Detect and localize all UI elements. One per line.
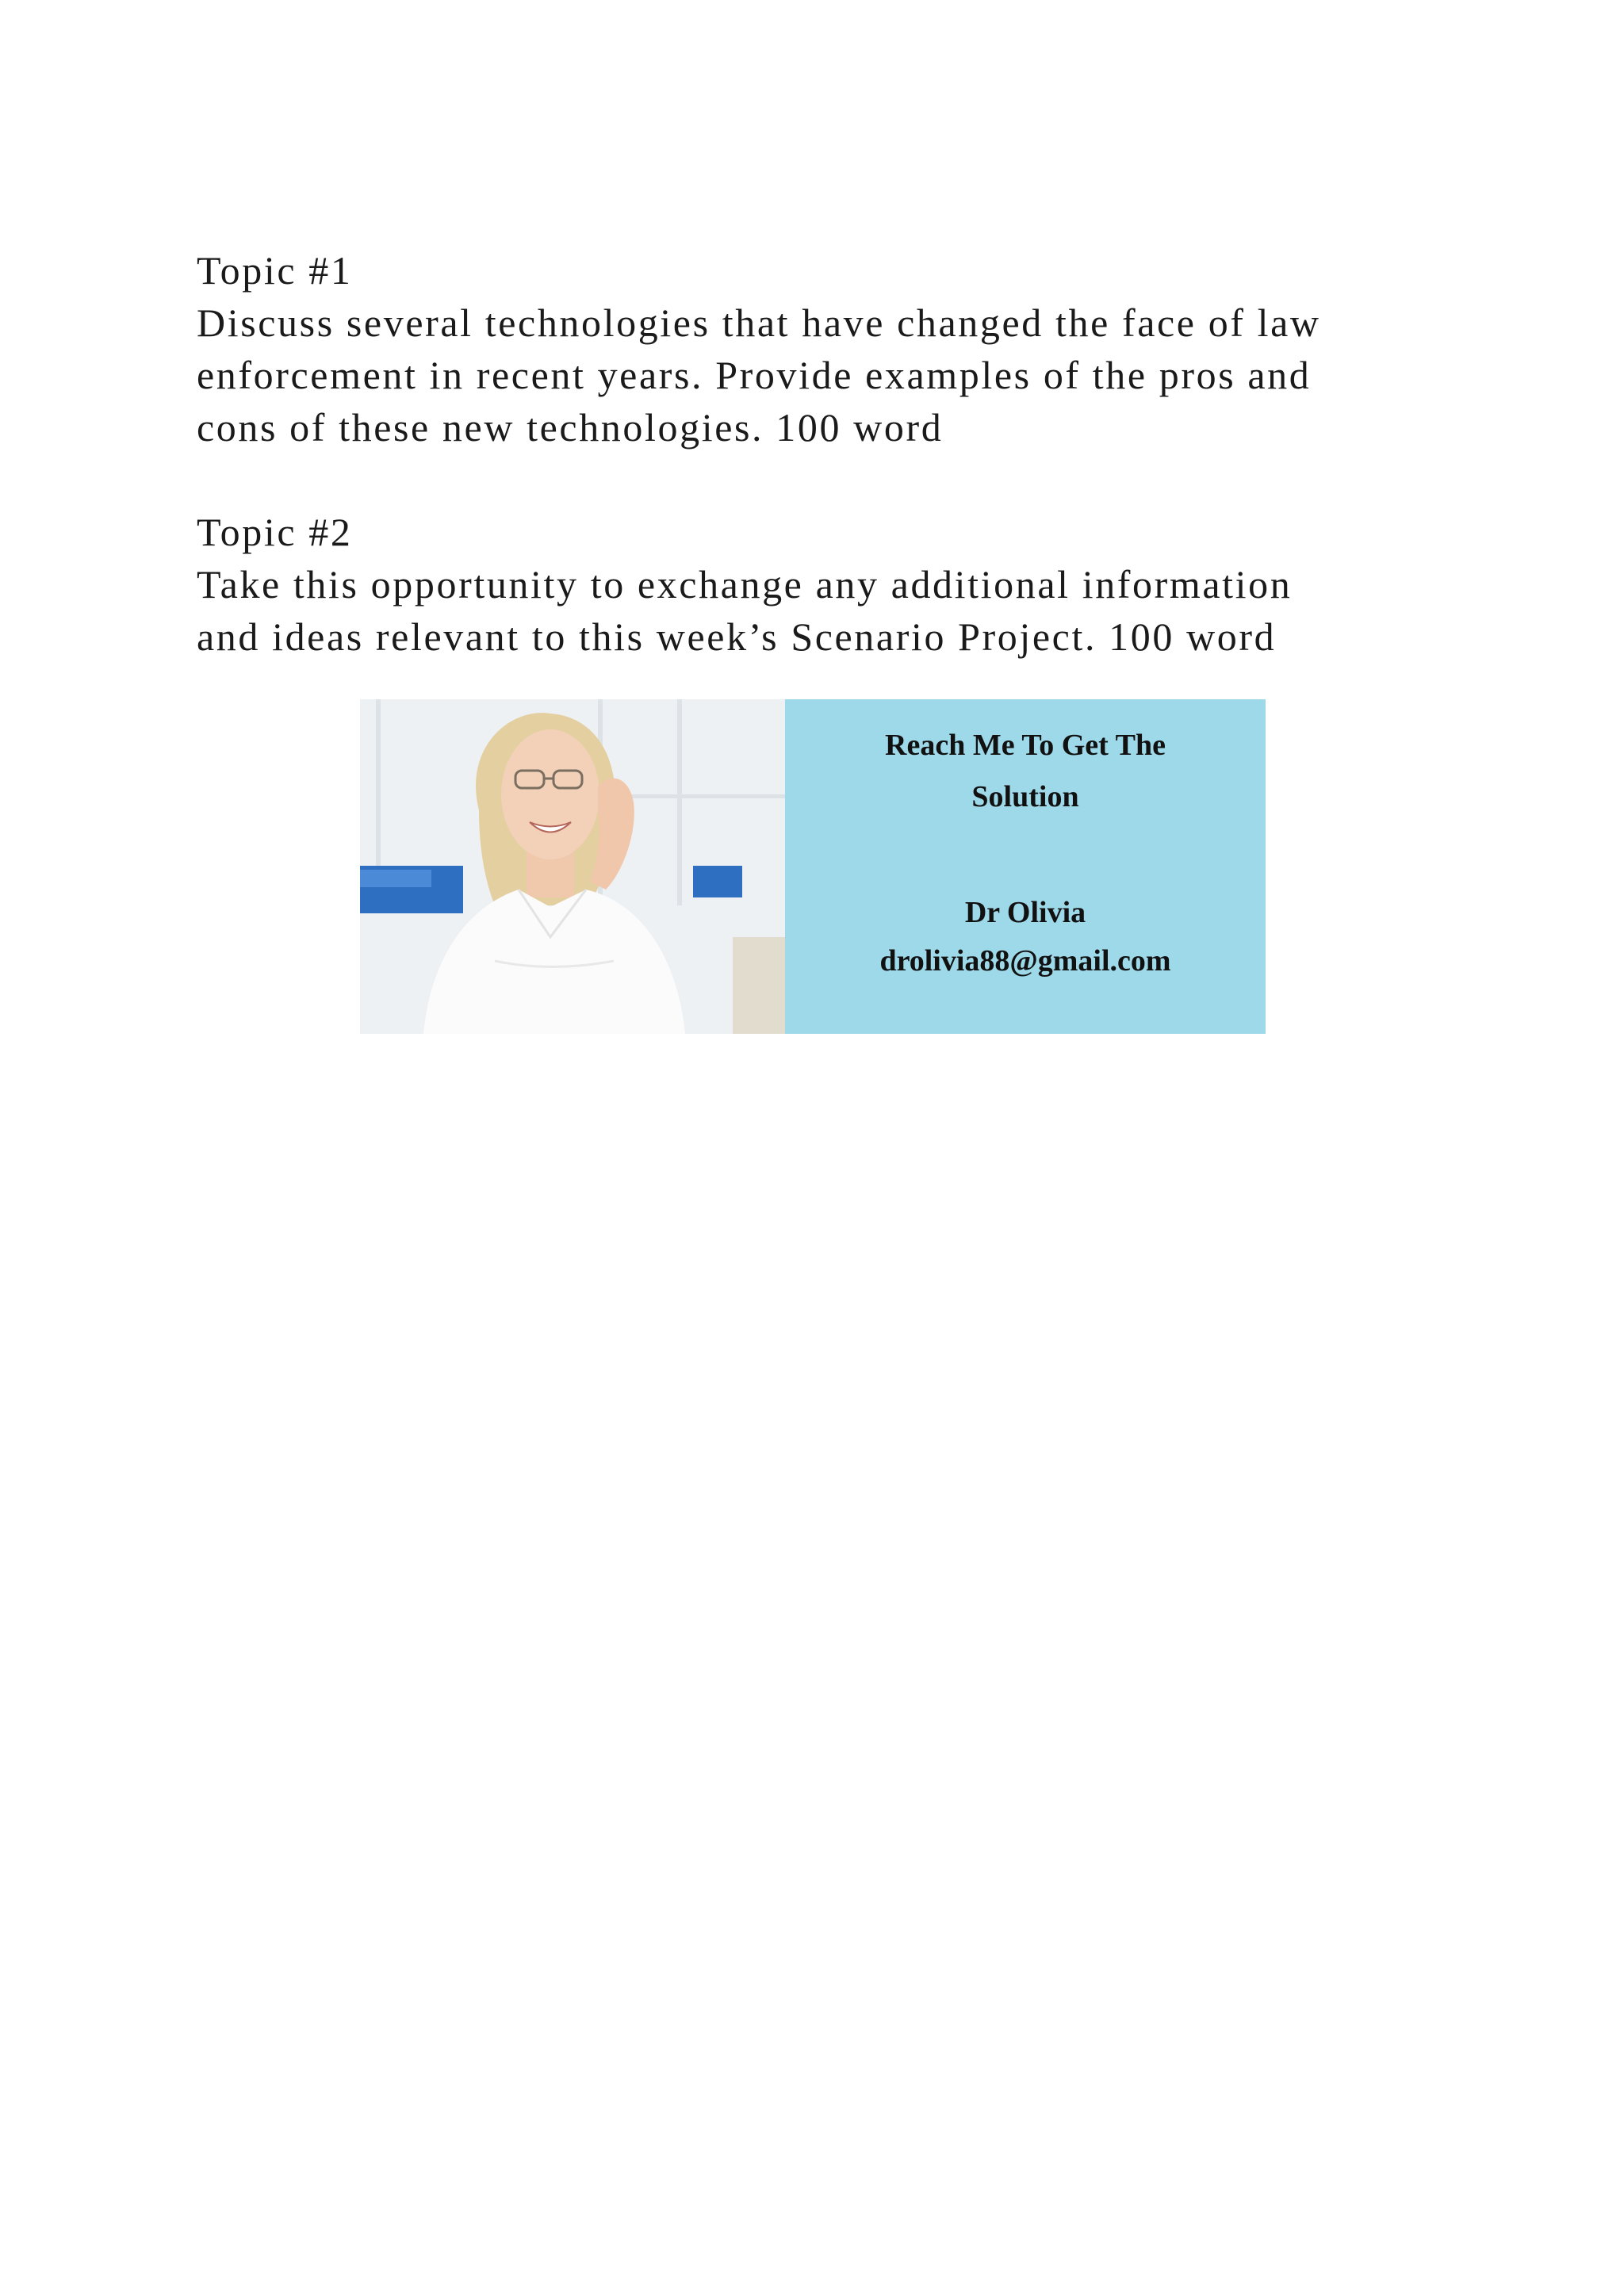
contact-banner	[360, 699, 1266, 1034]
banner-email: drolivia88@gmail.com	[879, 944, 1171, 978]
topic-1-line-2: enforcement in recent years. Provide examples of the pros and	[197, 353, 1312, 397]
banner-name: Dr Olivia	[964, 896, 1086, 929]
topic-2-heading: Topic #2	[197, 510, 353, 554]
topic-2-section	[197, 506, 1434, 663]
topic-1-heading: Topic #1	[197, 248, 353, 293]
topic-2-line-1: Take this opportunity to exchange any additional information	[197, 562, 1293, 607]
banner-headline-line-2: Solution	[971, 780, 1079, 813]
topic-1-line-1: Discuss several technologies that have changed the face of law	[197, 300, 1321, 345]
banner-headline-line-1: Reach Me To Get The	[885, 729, 1166, 762]
contact-card	[785, 699, 1266, 1034]
tutor-photo	[360, 699, 785, 1034]
paragraph-gap	[197, 453, 1434, 506]
woman-smiling-illustration	[360, 699, 785, 1034]
topic-1-section	[197, 244, 1434, 453]
topic-1-line-3: cons of these new technologies. 100 word	[197, 405, 944, 450]
document-body	[197, 244, 1434, 663]
topic-2-line-2: and ideas relevant to this week’s Scenario Project. 100 word	[197, 614, 1277, 659]
